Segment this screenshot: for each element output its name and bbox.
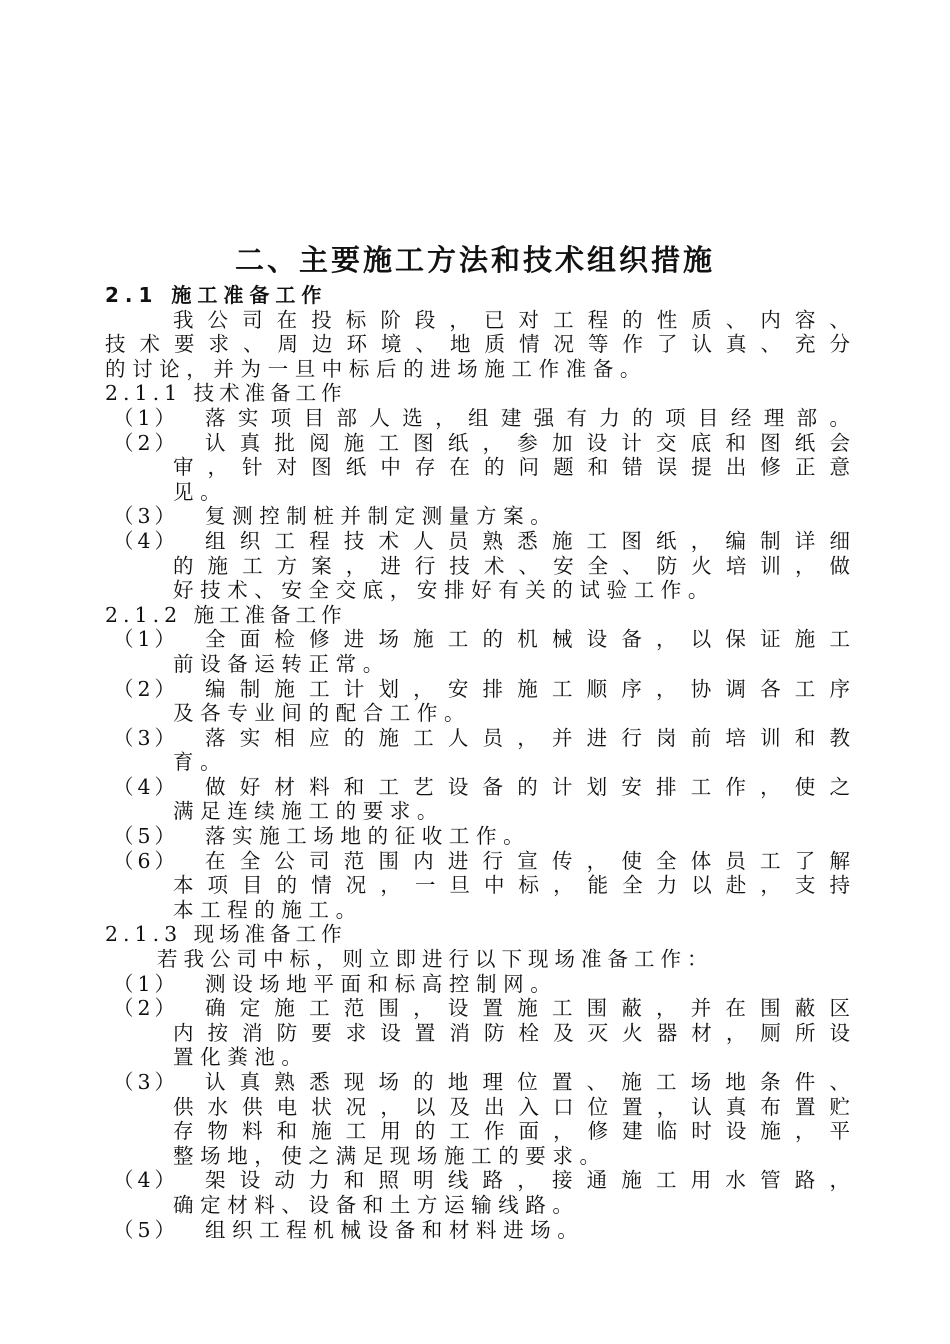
item-number: （4） [113,1168,180,1193]
item-text: 在全公司范围内进行宣传，使全体员工了解 [205,848,850,873]
list-item [105,431,850,456]
list-item [105,504,850,529]
item-number: （5） [113,824,180,849]
list-item [105,677,850,702]
paragraph-line: 我公司在投标阶段，已对工程的性质、内容、 [173,307,850,332]
list-item [105,1168,850,1193]
item-text-continued: 本项目的情况，一旦中标，能全力以赴，支持 [173,873,850,898]
list-item [105,726,850,751]
item-text: 架设动力和照明线路，接通施工用水管路， [205,1168,850,1193]
list-item [105,406,850,431]
item-number: （2） [113,996,180,1021]
list-item [105,1070,850,1095]
section-heading-2-1-3: 2.1.3 现场准备工作 [105,922,347,947]
list-item [105,775,850,800]
item-text: 全面检修进场施工的机械设备，以保证施工 [205,627,850,652]
paragraph-line: 若我公司中标，则立即进行以下现场准备工作： [157,947,714,972]
list-item [105,529,850,554]
item-number: （3） [113,725,180,750]
item-number: （5） [113,1217,180,1242]
item-text-continued: 育。 [173,750,228,775]
list-item [105,972,850,997]
list-item [105,627,850,652]
item-text: 组织工程机械设备和材料进场。 [205,1217,585,1242]
item-text: 落实施工场地的征收工作。 [205,824,531,849]
item-number: （3） [113,1070,180,1094]
list-item [105,824,850,849]
item-text: 做好材料和工艺设备的计划安排工作，使之 [205,774,850,799]
item-text-continued: 整场地，使之满足现场施工的要求。 [173,1143,607,1168]
list-item [105,849,850,874]
item-text: 测设场地平面和标高控制网。 [205,971,558,996]
item-text-continued: 满足连续施工的要求。 [173,799,444,824]
item-text: 落实相应的施工人员，并进行岗前培训和教 [205,725,850,750]
item-text-continued: 供水供电状况，以及出入口位置，认真布置贮 [173,1094,850,1119]
item-text-continued: 及各专业间的配合工作。 [173,701,472,726]
document-title: 二、主要施工方法和技术组织措施 [234,243,715,277]
item-text: 确定施工范围，设置施工围蔽，并在围蔽区 [205,996,850,1021]
item-number: （6） [113,848,180,873]
item-text: 认真批阅施工图纸，参加设计交底和图纸会 [205,430,850,455]
section-heading-2-1-1: 2.1.1 技术准备工作 [105,381,347,406]
item-text: 复测控制桩并制定测量方案。 [205,504,558,529]
list-item [105,996,850,1021]
item-text-continued: 置化粪池。 [173,1045,309,1070]
item-number: （1） [113,971,180,996]
section-heading-2-1: 2.1 施工准备工作 [105,283,328,307]
list-item [105,1218,850,1243]
item-text: 落实项目部人选，组建强有力的项目经理部。 [205,405,850,430]
item-number: （3） [113,504,180,529]
item-text-continued: 的施工方案，进行技术、安全、防火培训，做 [173,553,850,578]
item-number: （4） [113,528,180,553]
paragraph-line: 技术要求、周边环境、地质情况等作了认真、充分 [105,332,850,357]
section-heading-2-1-2: 2.1.2 施工准备工作 [105,602,347,627]
item-text-continued: 确定材料、设备和土方运输线路。 [173,1192,580,1217]
item-number: （4） [113,774,180,799]
item-text-continued: 见。 [173,479,228,504]
item-number: （1） [113,405,180,430]
item-text-continued: 本工程的施工。 [173,897,363,922]
item-text: 认真熟悉现场的地理位置、施工场地条件、 [205,1070,850,1094]
item-text-continued: 内按消防要求设置消防栓及灭火器材，厕所设 [173,1020,850,1045]
item-number: （2） [113,430,180,455]
item-number: （2） [113,676,180,701]
item-text: 编制施工计划，安排施工顺序，协调各工序 [205,676,850,701]
document-body [105,283,850,1242]
item-text-continued: 前设备运转正常。 [173,651,390,676]
item-text-continued: 好技术、安全交底，安排好有关的试验工作。 [173,578,715,603]
paragraph-line: 的讨论，并为一旦中标后的进场施工作准备。 [105,356,647,381]
item-number: （1） [113,627,180,652]
item-text: 组织工程技术人员熟悉施工图纸，编制详细 [205,528,850,553]
item-text-continued: 审，针对图纸中存在的问题和错误提出修正意 [173,455,850,480]
item-text-continued: 存物料和施工用的工作面，修建临时设施，平 [173,1119,850,1144]
